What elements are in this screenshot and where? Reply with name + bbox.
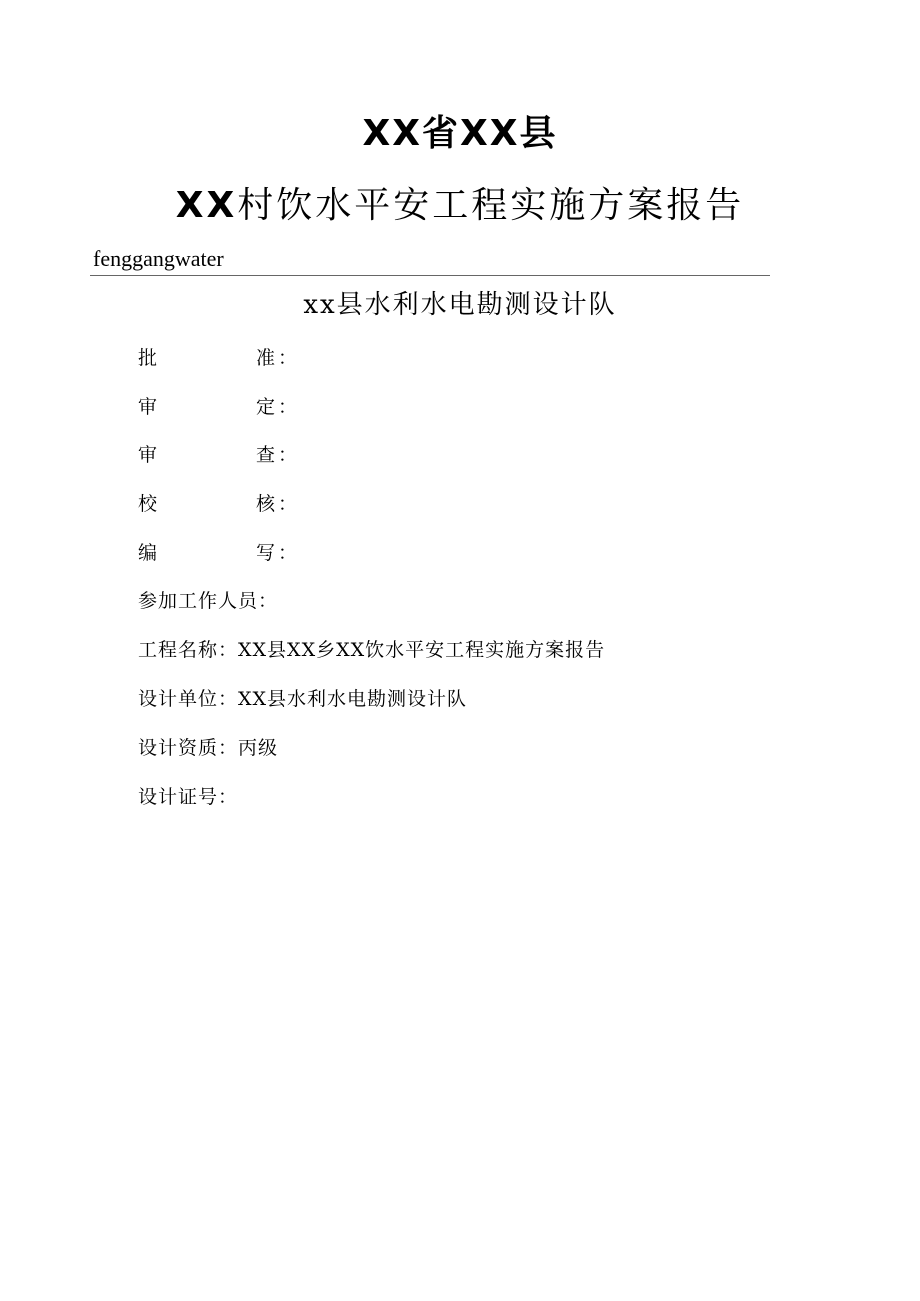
document-title-line-1: XX省XX县 <box>362 113 558 154</box>
document-title-line-2 <box>0 180 920 232</box>
signature-label-char-1: 批 <box>138 347 158 369</box>
signature-colon: ： <box>278 396 298 418</box>
signature-label-char-1: 校 <box>138 493 158 515</box>
signature-label-char-2: 定 <box>256 396 276 418</box>
signature-label-char-2: 核 <box>256 493 276 515</box>
signature-label-char-2: 查 <box>256 444 276 466</box>
design-qualification-line: 设计资质：丙级 <box>138 737 279 759</box>
title-village-placeholder: XX <box>175 185 238 226</box>
design-certificate-line: 设计证号： <box>138 786 239 808</box>
signature-colon: ： <box>278 444 298 466</box>
signature-label-char-1: 审 <box>138 396 158 418</box>
header-divider <box>90 275 770 276</box>
project-name-line: 工程名称：XX县XX乡XX饮水平安工程实施方案报告 <box>138 639 606 661</box>
participants-label: 参加工作人员： <box>138 590 279 612</box>
signature-colon: ： <box>278 493 298 515</box>
signature-label-char-2: 写 <box>256 542 276 564</box>
watermark-text: fenggangwater <box>93 246 224 271</box>
signature-label-char-1: 审 <box>138 444 158 466</box>
signature-colon: ： <box>278 542 298 564</box>
organization-name: xx县水利水电勘测设计队 <box>303 290 617 320</box>
signature-label-char-1: 编 <box>138 542 158 564</box>
design-unit-line: 设计单位：XX县水利水电勘测设计队 <box>138 688 468 710</box>
signature-colon: ： <box>278 347 298 369</box>
title-project-name: 村饮水平安工程实施方案报告 <box>237 185 745 226</box>
signature-label-char-2: 准 <box>256 347 276 369</box>
